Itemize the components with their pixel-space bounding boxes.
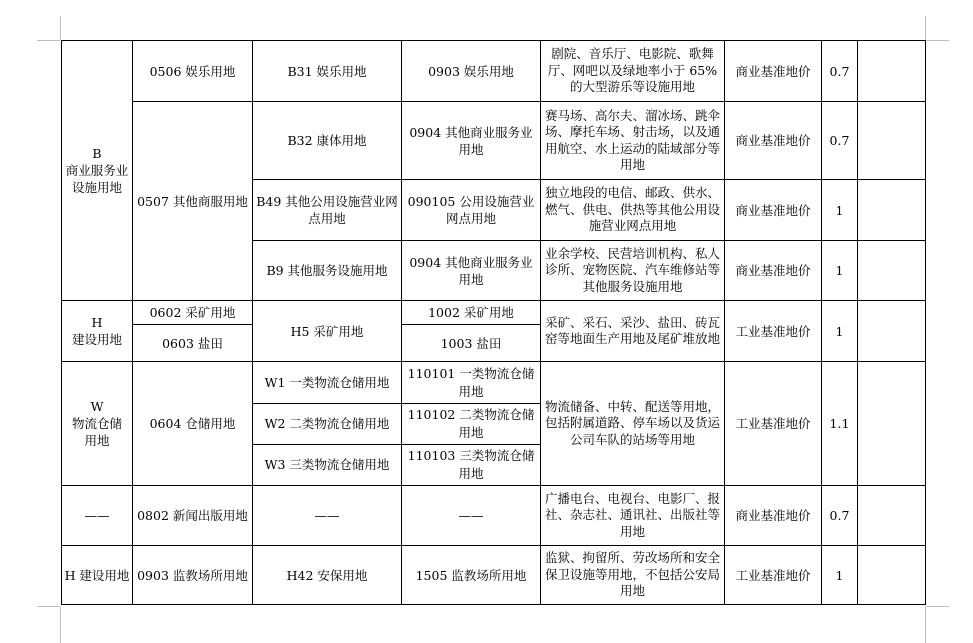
- table-row: [62, 41, 926, 102]
- description-cell: 业余学校、民营培训机构、私人诊所、宠物医院、汽车维修站等其他服务设施用地: [541, 241, 725, 301]
- crop-mark-top-right-v: [925, 16, 926, 40]
- national-class-cell: 0604 仓储用地: [133, 362, 253, 486]
- national-class-cell: 0506 娱乐用地: [133, 41, 253, 102]
- extra-cell: [858, 180, 926, 241]
- extra-cell: [858, 546, 926, 605]
- coefficient-cell: 1: [822, 180, 858, 241]
- table-row: [62, 486, 926, 546]
- land-survey-class-cell: 110101 一类物流仓储用地: [402, 362, 541, 404]
- land-survey-class-cell: ——: [402, 486, 541, 546]
- crop-mark-bottom-right-v: [925, 607, 926, 643]
- category-name-line2: 用地: [84, 433, 110, 448]
- extra-cell: [858, 486, 926, 546]
- coefficient-cell: 0.7: [822, 102, 858, 180]
- category-cell: ——: [62, 486, 133, 546]
- description-cell: 独立地段的电信、邮政、供水、燃气、供电、供热等其他公用设施营业网点用地: [541, 180, 725, 241]
- category-code: B: [92, 146, 102, 161]
- urban-class-cell: H42 安保用地: [253, 546, 402, 605]
- category-code: H: [91, 315, 103, 330]
- description-cell: 物流储备、中转、配送等用地，包括附属道路、停车场以及货运公司车队的站场等用地: [541, 362, 725, 486]
- description-cell: 赛马场、高尔夫、溜冰场、跳伞场、摩托车场、射击场，以及通用航空、水上运动的陆域部分等用地: [541, 102, 725, 180]
- description-cell: 采矿、采石、采沙、盐田、砖瓦窑等地面生产用地及尾矿堆放地: [541, 301, 725, 362]
- category-cell-b: [62, 41, 133, 301]
- base-price-cell: 工业基准地价: [725, 546, 822, 605]
- national-class-cell: 0903 监教场所用地: [133, 546, 253, 605]
- category-name-line1: 物流仓储: [71, 416, 122, 431]
- land-survey-class-cell: 1003 盐田: [402, 325, 541, 362]
- land-survey-class-cell: 110103 三类物流仓储用地: [402, 445, 541, 486]
- national-class-cell: 0602 采矿用地: [133, 301, 253, 325]
- urban-class-cell: W2 二类物流仓储用地: [253, 404, 402, 445]
- extra-cell: [858, 41, 926, 102]
- national-class-cell: 0507 其他商服用地: [133, 102, 253, 301]
- description-cell: 剧院、音乐厅、电影院、歌舞厅、网吧以及绿地率小于 65%的大型游乐等设施用地: [541, 41, 725, 102]
- table-row: [62, 546, 926, 605]
- land-survey-class-cell: 1505 监教场所用地: [402, 546, 541, 605]
- table-row: [62, 362, 926, 404]
- category-cell: H 建设用地: [62, 546, 133, 605]
- land-survey-class-cell: 0904 其他商业服务业用地: [402, 102, 541, 180]
- extra-cell: [858, 362, 926, 486]
- urban-class-cell: W1 一类物流仓储用地: [253, 362, 402, 404]
- coefficient-cell: 1: [822, 241, 858, 301]
- category-code: W: [90, 399, 104, 414]
- base-price-cell: 商业基准地价: [725, 180, 822, 241]
- base-price-cell: 工业基准地价: [725, 301, 822, 362]
- urban-class-cell: H5 采矿用地: [253, 301, 402, 362]
- urban-class-cell: B49 其他公用设施营业网点用地: [253, 180, 402, 241]
- extra-cell: [858, 102, 926, 180]
- category-name-line2: 设施用地: [71, 180, 122, 195]
- category-name-line1: 建设用地: [71, 332, 122, 347]
- land-survey-class-cell: 090105 公用设施营业网点用地: [402, 180, 541, 241]
- table-row: [62, 301, 926, 325]
- extra-cell: [858, 241, 926, 301]
- description-cell: 广播电台、电视台、电影厂、报社、杂志社、通讯社、出版社等用地: [541, 486, 725, 546]
- extra-cell: [858, 301, 926, 362]
- crop-mark-top-left-h: [37, 40, 60, 41]
- land-survey-class-cell: 0903 娱乐用地: [402, 41, 541, 102]
- coefficient-cell: 1: [822, 301, 858, 362]
- base-price-cell: 商业基准地价: [725, 102, 822, 180]
- base-price-cell: 商业基准地价: [725, 41, 822, 102]
- land-use-table: [61, 40, 926, 605]
- coefficient-cell: 1.1: [822, 362, 858, 486]
- coefficient-cell: 0.7: [822, 486, 858, 546]
- crop-mark-top-right-h: [926, 40, 949, 41]
- description-cell: 监狱、拘留所、劳改场所和安全保卫设施等用地，不包括公安局用地: [541, 546, 725, 605]
- urban-class-cell: B31 娱乐用地: [253, 41, 402, 102]
- category-name-line1: 商业服务业: [65, 163, 129, 178]
- crop-mark-top-left-v: [60, 16, 61, 40]
- national-class-cell: 0603 盐田: [133, 325, 253, 362]
- urban-class-cell: B32 康体用地: [253, 102, 402, 180]
- category-cell-h: [62, 301, 133, 362]
- national-class-cell: 0802 新闻出版用地: [133, 486, 253, 546]
- crop-mark-bottom-left-v: [60, 607, 61, 643]
- base-price-cell: 商业基准地价: [725, 241, 822, 301]
- urban-class-cell: W3 三类物流仓储用地: [253, 445, 402, 486]
- category-cell-w: [62, 362, 133, 486]
- table-row: [62, 102, 926, 180]
- crop-mark-bottom-left-h: [37, 606, 60, 607]
- base-price-cell: 商业基准地价: [725, 486, 822, 546]
- land-survey-class-cell: 0904 其他商业服务业用地: [402, 241, 541, 301]
- urban-class-cell: B9 其他服务设施用地: [253, 241, 402, 301]
- land-survey-class-cell: 1002 采矿用地: [402, 301, 541, 325]
- coefficient-cell: 0.7: [822, 41, 858, 102]
- urban-class-cell: ——: [253, 486, 402, 546]
- base-price-cell: 工业基准地价: [725, 362, 822, 486]
- coefficient-cell: 1: [822, 546, 858, 605]
- land-survey-class-cell: 110102 二类物流仓储用地: [402, 404, 541, 445]
- crop-mark-bottom-right-h: [926, 606, 949, 607]
